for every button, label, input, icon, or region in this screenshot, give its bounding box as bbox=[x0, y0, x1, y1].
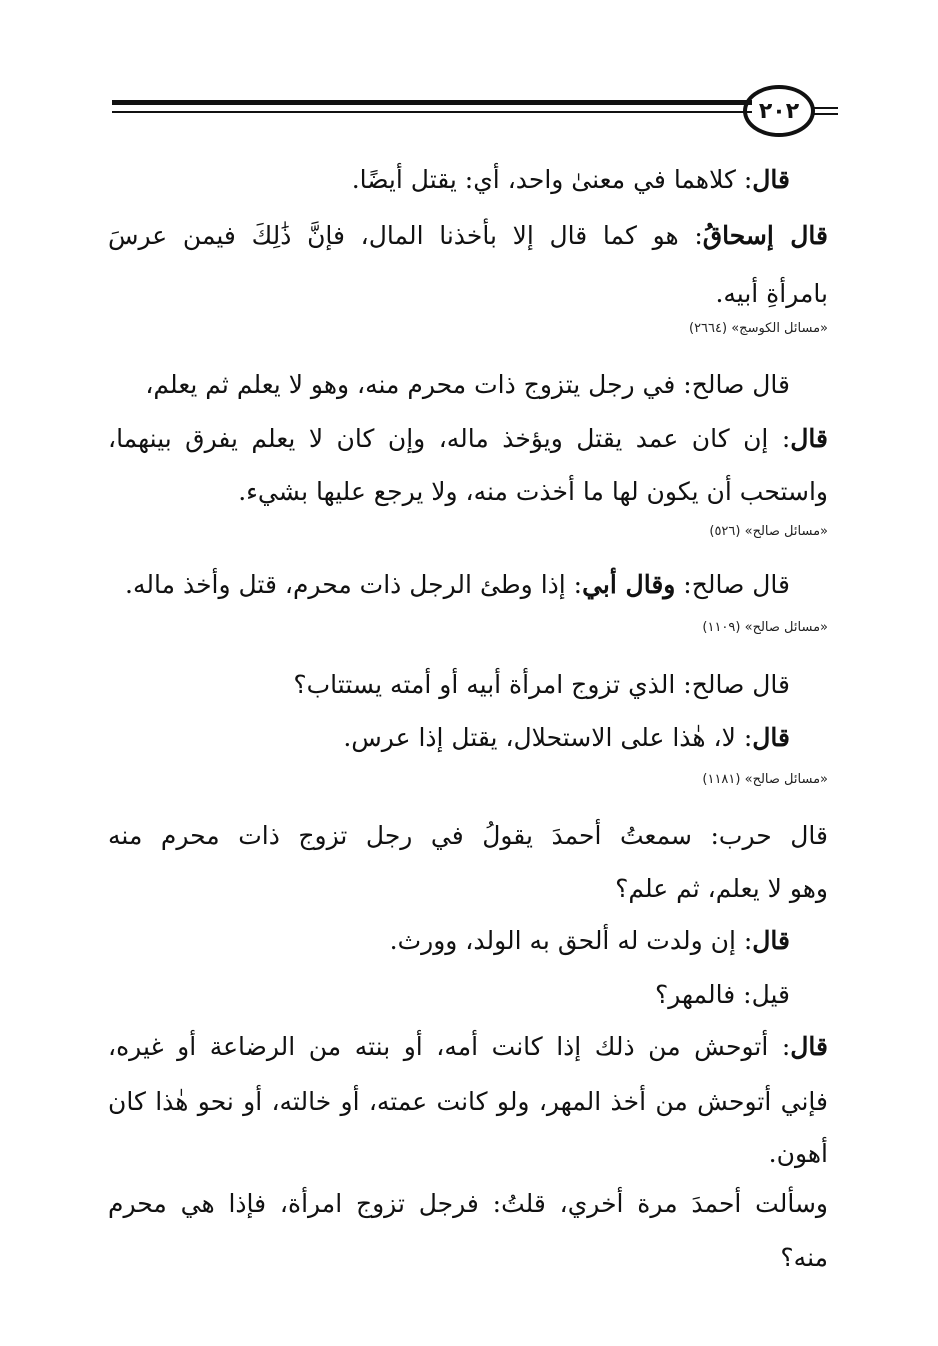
speaker-label: قال إسحاقُ bbox=[702, 221, 828, 250]
page-number: ٢٠٢ bbox=[743, 85, 815, 137]
text-line bbox=[108, 818, 828, 854]
speaker-label: قال bbox=[790, 424, 828, 453]
line-text: : إن كان عمد يقتل ويؤخذ ماله، وإن كان لا يعلم يفرق بينهما، bbox=[108, 424, 791, 453]
header-tail-line-1 bbox=[812, 107, 838, 109]
line-text: : أتوحش من ذلك إذا كانت أمه، أو بنته من الرضاعة أو غيره، bbox=[108, 1032, 791, 1061]
text-line bbox=[238, 474, 828, 510]
header-tail-line-2 bbox=[812, 113, 838, 115]
speaker-label: قال bbox=[752, 165, 790, 194]
text-line bbox=[108, 1029, 828, 1065]
text-line bbox=[108, 218, 828, 254]
line-text: واستحب أن يكون لها ما أخذت منه، ولا يرجع عليها بشيء. bbox=[238, 477, 828, 506]
line-text: قال صالح: الذي تزوج امرأة أبيه أو أمته يستتاب؟ bbox=[293, 670, 790, 699]
speaker-label: قال bbox=[752, 926, 790, 955]
text-line bbox=[343, 720, 790, 756]
line-text: أهون. bbox=[768, 1139, 828, 1168]
header-tail bbox=[812, 104, 838, 120]
source-citation: «مسائل صالح» (١١٠٩) bbox=[702, 620, 828, 635]
text-line bbox=[352, 162, 790, 198]
speaker-label: قال bbox=[790, 1032, 828, 1061]
line-text: : كلاهما في معنىٰ واحد، أي: يقتل أيضًا. bbox=[351, 165, 753, 194]
text-line bbox=[615, 871, 828, 907]
source-citation: «مسائل صالح» (٥٢٦) bbox=[709, 524, 828, 539]
text-line bbox=[125, 567, 790, 603]
line-text: منه؟ bbox=[780, 1243, 828, 1272]
header-rule bbox=[112, 100, 752, 118]
line-text: بامرأةِ أبيه. bbox=[715, 279, 828, 308]
line-text: قال صالح: في رجل يتزوج ذات محرم منه، وهو لا يعلم ثم يعلم، bbox=[145, 370, 790, 399]
line-text: قيل: فالمهر؟ bbox=[654, 980, 790, 1009]
text-line bbox=[293, 667, 790, 703]
source-citation: «مسائل الكوسج» (٢٦٦٤) bbox=[689, 321, 828, 336]
text-line bbox=[145, 367, 790, 403]
line-text: : لا، هٰذا على الاستحلال، يقتل إذا عرس. bbox=[343, 723, 753, 752]
line-text: : إذا وطئ الرجل ذات محرم، قتل وأخذ ماله. bbox=[125, 570, 583, 599]
line-text: فإني أتوحش من أخذ المهر، ولو كانت عمته، أو خالته، أو نحو هٰذا كان bbox=[108, 1087, 828, 1116]
line-text: : إن ولدت له ألحق به الولد، وورث. bbox=[389, 926, 753, 955]
text-line bbox=[780, 1240, 828, 1276]
line-text: قال صالح: bbox=[675, 570, 790, 599]
line-text: وهو لا يعلم، ثم علم؟ bbox=[615, 874, 828, 903]
speaker-label: وقال أبي bbox=[582, 570, 676, 599]
line-text: : هو كما قال إلا بأخذنا المال، فإنَّ ذَٰلِكَ فيمن عرسَ bbox=[108, 221, 703, 250]
text-line bbox=[108, 1084, 828, 1120]
text-line bbox=[108, 1186, 828, 1222]
text-line bbox=[655, 977, 790, 1013]
text-line bbox=[715, 276, 828, 312]
header-rule-thick bbox=[112, 100, 752, 105]
text-line bbox=[108, 421, 828, 457]
text-line bbox=[390, 923, 790, 959]
header-rule-thin bbox=[112, 111, 752, 113]
speaker-label: قال bbox=[752, 723, 790, 752]
line-text: قال حرب: سمعتُ أحمدَ يقولُ في رجل تزوج ذات محرم منه bbox=[108, 821, 828, 850]
source-citation: «مسائل صالح» (١١٨١) bbox=[702, 772, 828, 787]
text-line bbox=[769, 1136, 828, 1172]
line-text: وسألت أحمدَ مرة أخري، قلتُ: فرجل تزوج امرأة، فإذا هي محرم bbox=[108, 1189, 828, 1218]
